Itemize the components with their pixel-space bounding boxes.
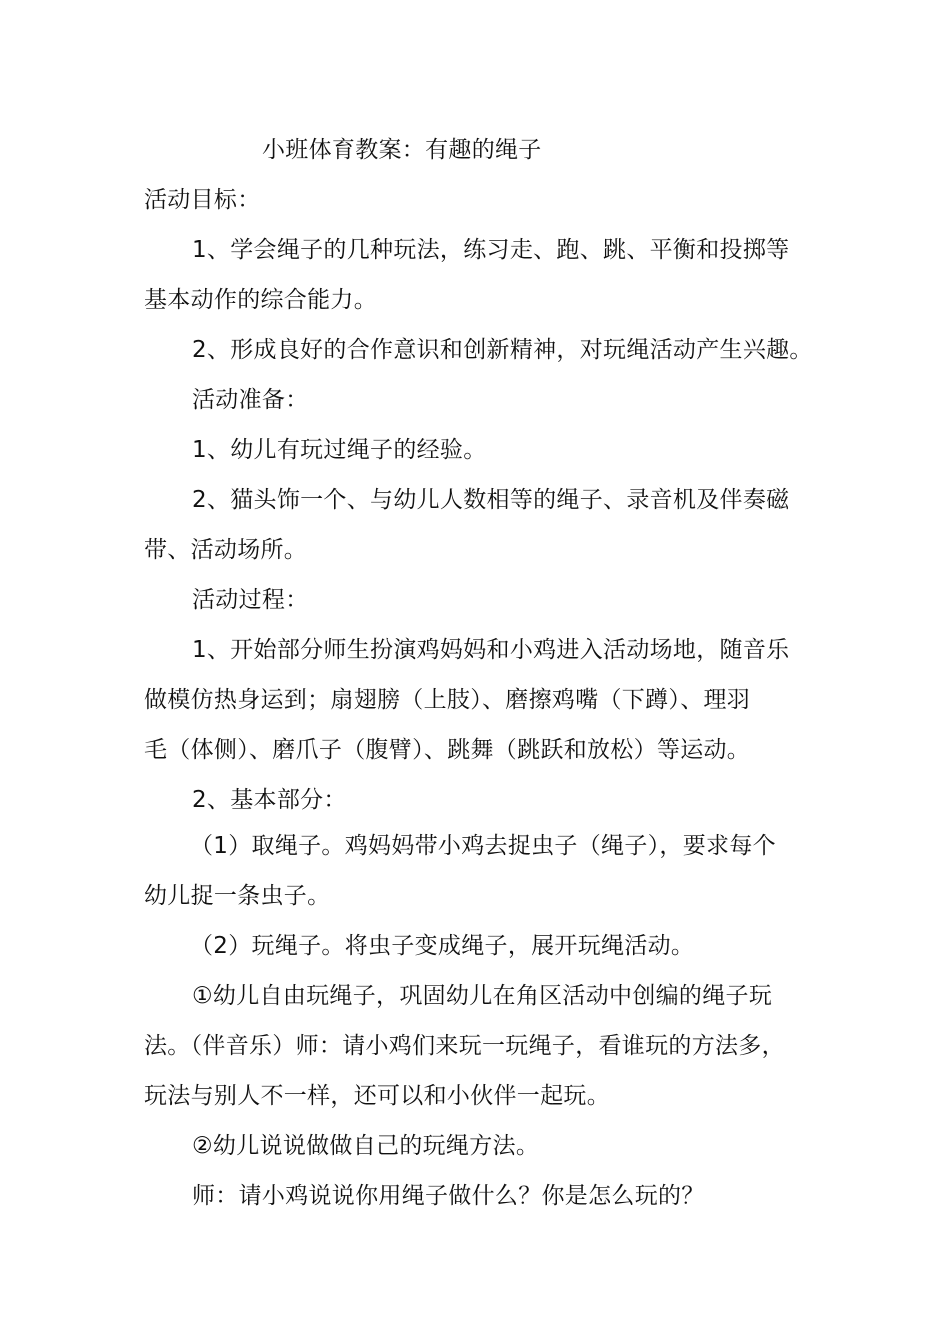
paragraph-line: 基本动作的综合能力。 <box>144 287 377 313</box>
paragraph-line: 2、形成良好的合作意识和创新精神，对玩绳活动产生兴趣。 <box>192 337 813 363</box>
paragraph-line: ②幼儿说说做做自己的玩绳方法。 <box>192 1133 540 1159</box>
section-heading-preparation: 活动准备： <box>192 387 309 413</box>
paragraph-line: 2、基本部分： <box>192 787 347 813</box>
document-title: 小班体育教案：有趣的绳子 <box>262 137 542 163</box>
paragraph-line: （1）取绳子。鸡妈妈带小鸡去捉虫子（绳子），要求每个 <box>190 833 776 859</box>
paragraph-line: ①幼儿自由玩绳子，巩固幼儿在角区活动中创编的绳子玩 <box>192 983 773 1009</box>
paragraph-line: 带、活动场所。 <box>144 537 308 563</box>
paragraph-line: 1、幼儿有玩过绳子的经验。 <box>192 437 487 463</box>
paragraph-line: 法。（伴音乐）师：请小鸡们来玩一玩绳子，看谁玩的方法多， <box>144 1033 785 1059</box>
paragraph-line: 1、学会绳子的几种玩法，练习走、跑、跳、平衡和投掷等 <box>192 237 790 263</box>
paragraph-line: 玩法与别人不一样，还可以和小伙伴一起玩。 <box>144 1083 610 1109</box>
paragraph-line: 1、开始部分师生扮演鸡妈妈和小鸡进入活动场地，随音乐 <box>192 637 790 663</box>
paragraph-line: 幼儿捉一条虫子。 <box>144 883 331 909</box>
paragraph-line: 做模仿热身运到；扇翅膀（上肢）、磨擦鸡嘴（下蹲）、理羽 <box>144 687 751 713</box>
paragraph-line: 毛（体侧）、磨爪子（腹臂）、跳舞（跳跃和放松）等运动。 <box>144 737 751 763</box>
section-heading-process: 活动过程： <box>192 587 309 613</box>
paragraph-line: 师：请小鸡说说你用绳子做什么？你是怎么玩的？ <box>192 1183 705 1209</box>
section-heading-goals: 活动目标： <box>144 187 261 213</box>
paragraph-line: 2、猫头饰一个、与幼儿人数相等的绳子、录音机及伴奏磁 <box>192 487 790 513</box>
paragraph-line: （2）玩绳子。将虫子变成绳子，展开玩绳活动。 <box>190 933 695 959</box>
